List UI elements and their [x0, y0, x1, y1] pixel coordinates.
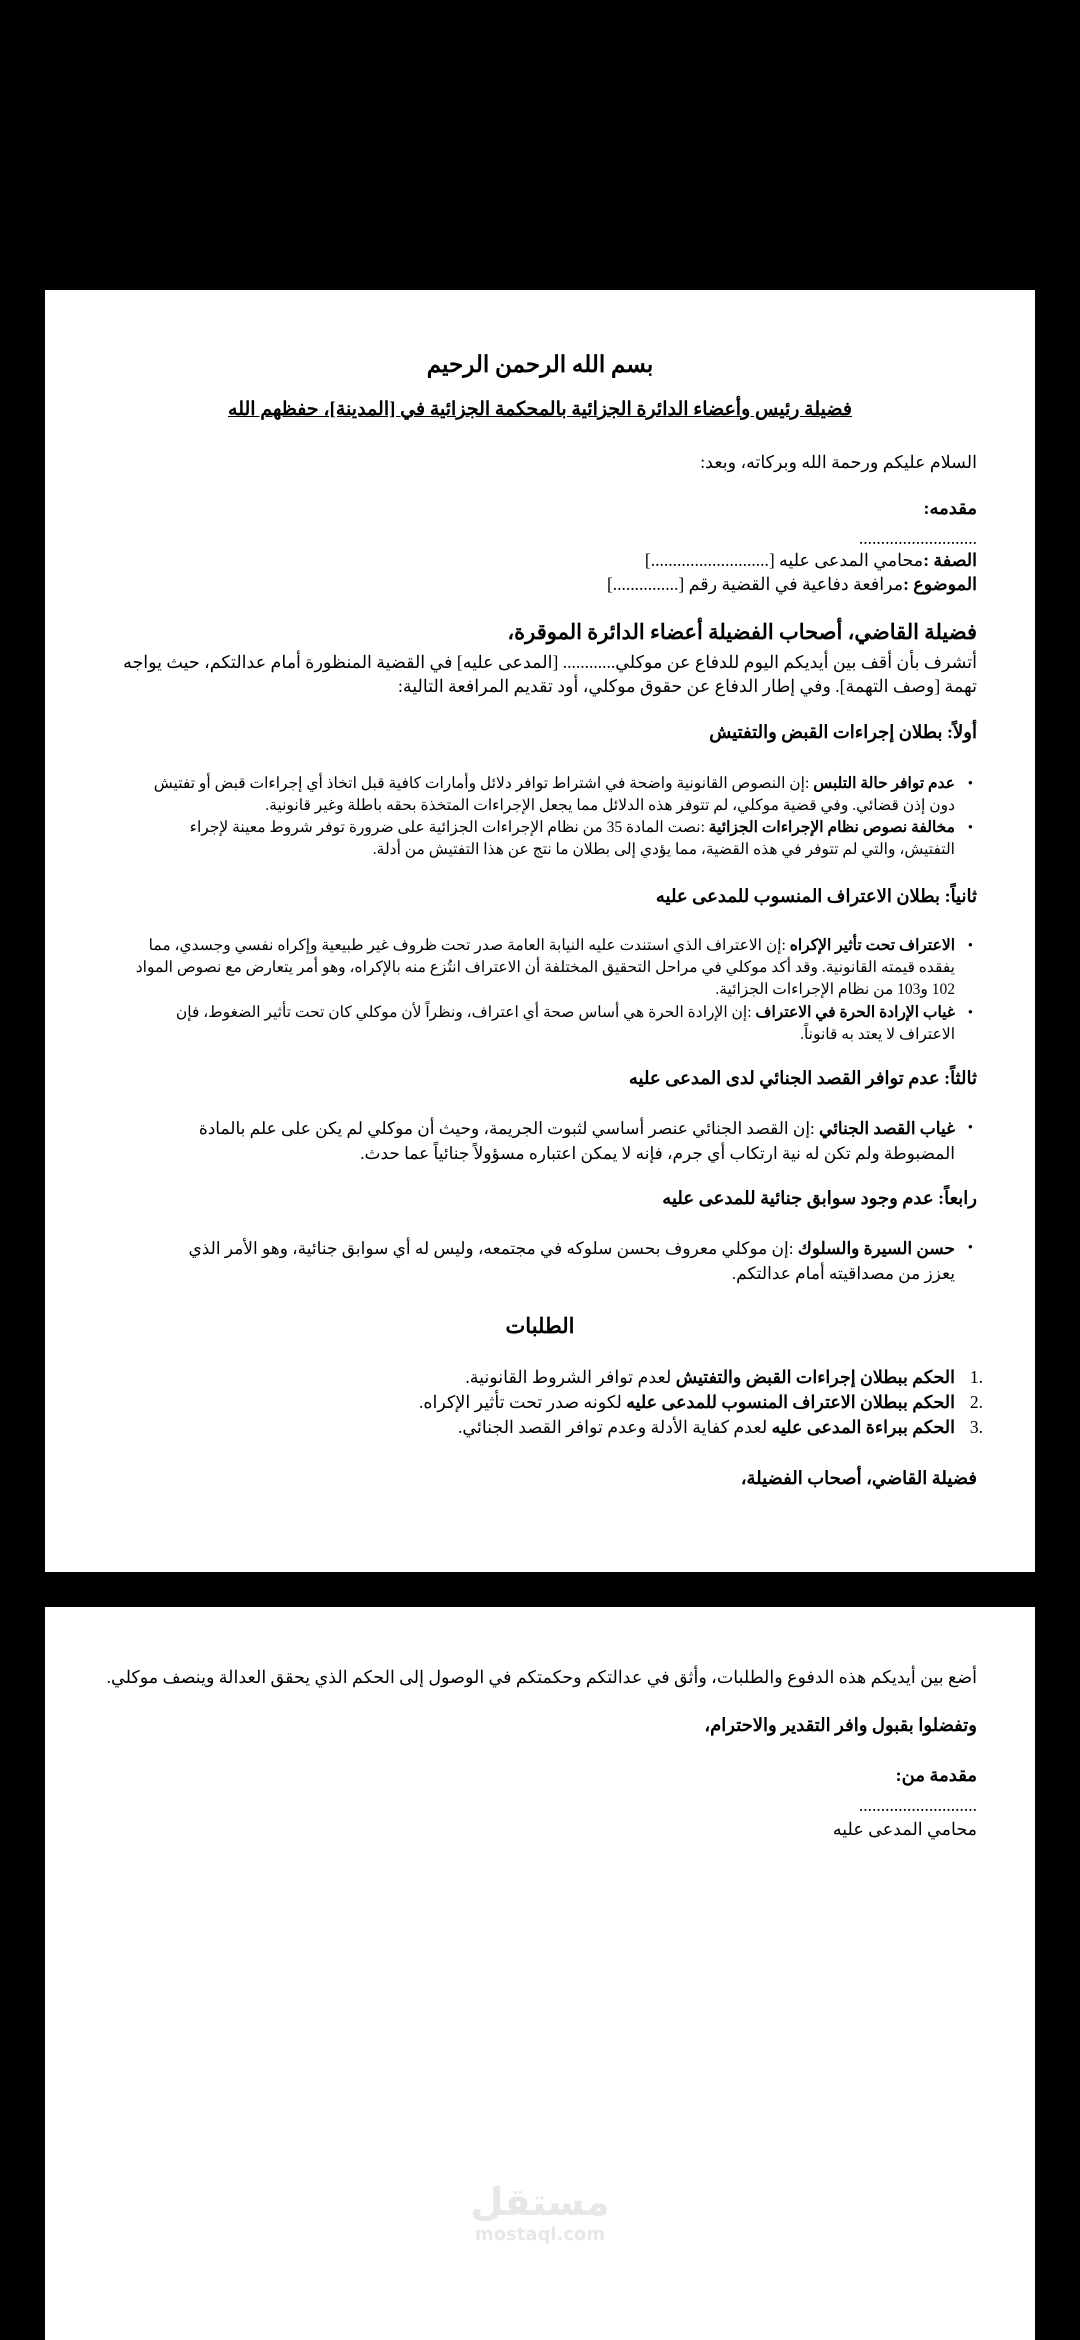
regards-line: وتفضلوا بقبول وافر التقدير والاحترام،: [704, 1715, 977, 1735]
basmala: بسم الله الرحمن الرحيم: [426, 352, 654, 377]
item-label: حسن السيرة والسلوك: [797, 1239, 955, 1258]
item-label: غياب القصد الجنائي: [819, 1119, 955, 1138]
intro-line-1: أتشرف بأن أقف بين أيديكم اليوم للدفاع عن موكلي............ [المدعى عليه] في القضية المنظورة أمام عدالتكم، حيث يواجه: [123, 652, 977, 672]
intro-dots: ...........................: [858, 528, 977, 548]
signer-title: محامي المدعى عليه: [832, 1819, 977, 1839]
request-item-1: .1 الحكم ببطلان إجراءات القبض والتفتيش لعدم توافر الشروط القانونية.: [465, 1367, 983, 1387]
subject-value: مرافعة دفاعية في القضية رقم [...............]: [606, 574, 904, 594]
watermark-latin: mostaql.com: [474, 2224, 606, 2245]
section-4-heading: رابعاً: عدم وجود سوابق جنائية للمدعى عليه: [662, 1188, 977, 1208]
section-2-heading: ثانياً: بطلان الاعتراف المنسوب للمدعى عليه: [655, 886, 977, 906]
watermark-arabic: مستقل: [470, 2180, 610, 2224]
section-1-item-2: • مخالفة نصوص نظام الإجراءات الجزائية :نصت المادة 35 من نظام الإجراءات الجزائية على ضرورة توفر شروط معينة لإجراء التفتيش، والتي لم تتوفر في هذه القضية، مما يؤدي إلى بطلان ما نتج عن هذا التفتيش من أدلة.: [135, 817, 955, 861]
section-2-item-2: • غياب الإرادة الحرة في الاعتراف :إن الإرادة الحرة هي أساس صحة أي اعتراف، ونظراً لأن موكلي كان تحت تأثير الضغوط، فإن الاعتراف لا يعتد به قانوناً.: [135, 1002, 955, 1046]
capacity-value: محامي المدعى عليه [...........................]: [644, 550, 924, 570]
section-1-item-1: • عدم توافر حالة التلبس :إن النصوص القانونية واضحة في اشتراط توافر دلائل وأمارات كافية قبل اتخاذ أي إجراءات قبض أو تفتيش دون إذن قضائي. وفي قضية موكلي، لم تتوفر هذه الدلائل مما يجعل الإجراءات المتخذة بحقه باطلة وغير قانونية.: [135, 773, 955, 817]
subject-line: [103, 572, 977, 597]
submitted-by-label: مقدمة من:: [895, 1765, 977, 1785]
document-page-1: [45, 290, 1035, 1572]
section-1-heading: أولاً: بطلان إجراءات القبض والتفتيش: [709, 722, 977, 742]
requests-heading: الطلبات: [505, 1314, 575, 1338]
section-3-item-1: • غياب القصد الجنائي :إن القصد الجنائي عنصر أساسي لثبوت الجريمة، وحيث أن موكلي لم يكن على علم بالمادة المضبوطة ولم تكن له نية ارتكاب أي جرم، فإنه لا يمكن اعتباره مسؤولاً جنائياً عما حدث.: [135, 1116, 955, 1166]
section-4-item-1: • حسن السيرة والسلوك :إن موكلي معروف بحسن سلوكه في مجتمعه، وليس له أي سوابق جنائية، وهو الأمر الذي يعزز من مصداقيته أمام عدالتكم.: [135, 1236, 955, 1286]
capacity-label: الصفة :: [923, 550, 977, 570]
greeting: السلام عليكم ورحمة الله وبركاته، وبعد:: [700, 452, 977, 472]
item-label: عدم توافر حالة التلبس: [813, 775, 955, 792]
item-label: مخالفة نصوص نظام الإجراءات الجزائية: [708, 819, 955, 836]
capacity-line: [103, 548, 977, 573]
intro-heading: مقدمه:: [923, 498, 977, 518]
intro-line-2: تهمة [وصف التهمة]. وفي إطار الدفاع عن حقوق موكلي، أود تقديم المرافعة التالية:: [398, 676, 977, 696]
signature-dots: ...........................: [858, 1795, 977, 1815]
closing-line: أضع بين أيديكم هذه الدفوع والطلبات، وأثق في عدالتكم وحكمتكم في الوصول إلى الحكم الذي يحقق العدالة وينصف موكلي.: [106, 1667, 977, 1687]
request-item-2: .2 الحكم ببطلان الاعتراف المنسوب للمدعى عليه لكونه صدر تحت تأثير الإكراه.: [418, 1392, 983, 1412]
item-label: الاعتراف تحت تأثير الإكراه: [789, 937, 955, 954]
section-2-item-1: • الاعتراف تحت تأثير الإكراه :إن الاعتراف الذي استندت عليه النيابة العامة صدر تحت ظروف غير طبيعية وإكراه نفسي وجسدي، مما يفقده قيمته القانونية. وقد أكد موكلي في مراحل التحقيق المختلفة أن الاعتراف انتُزع منه بالإكراه، وهو أمر يتعارض مع نصوص المواد 102 و103 من نظام الإجراءات الجزائية.: [135, 935, 955, 1001]
addressee-line: فضيلة رئيس وأعضاء الدائرة الجزائية بالمحكمة الجزائية في [المدينة]، حفظهم الله: [228, 399, 852, 420]
request-item-3: .3 الحكم ببراءة المدعى عليه لعدم كفاية الأدلة وعدم توافر القصد الجنائي.: [457, 1417, 983, 1437]
closing-salutation: فضيلة القاضي، أصحاب الفضيلة،: [740, 1468, 977, 1488]
item-label: غياب الإرادة الحرة في الاعتراف: [755, 1004, 955, 1021]
section-3-heading: ثالثاً: عدم توافر القصد الجنائي لدى المدعى عليه: [628, 1068, 977, 1088]
salutation: فضيلة القاضي، أصحاب الفضيلة أعضاء الدائرة الموقرة،: [507, 620, 977, 644]
site-watermark: [0, 2180, 1080, 2246]
subject-label: الموضوع :: [903, 574, 977, 594]
